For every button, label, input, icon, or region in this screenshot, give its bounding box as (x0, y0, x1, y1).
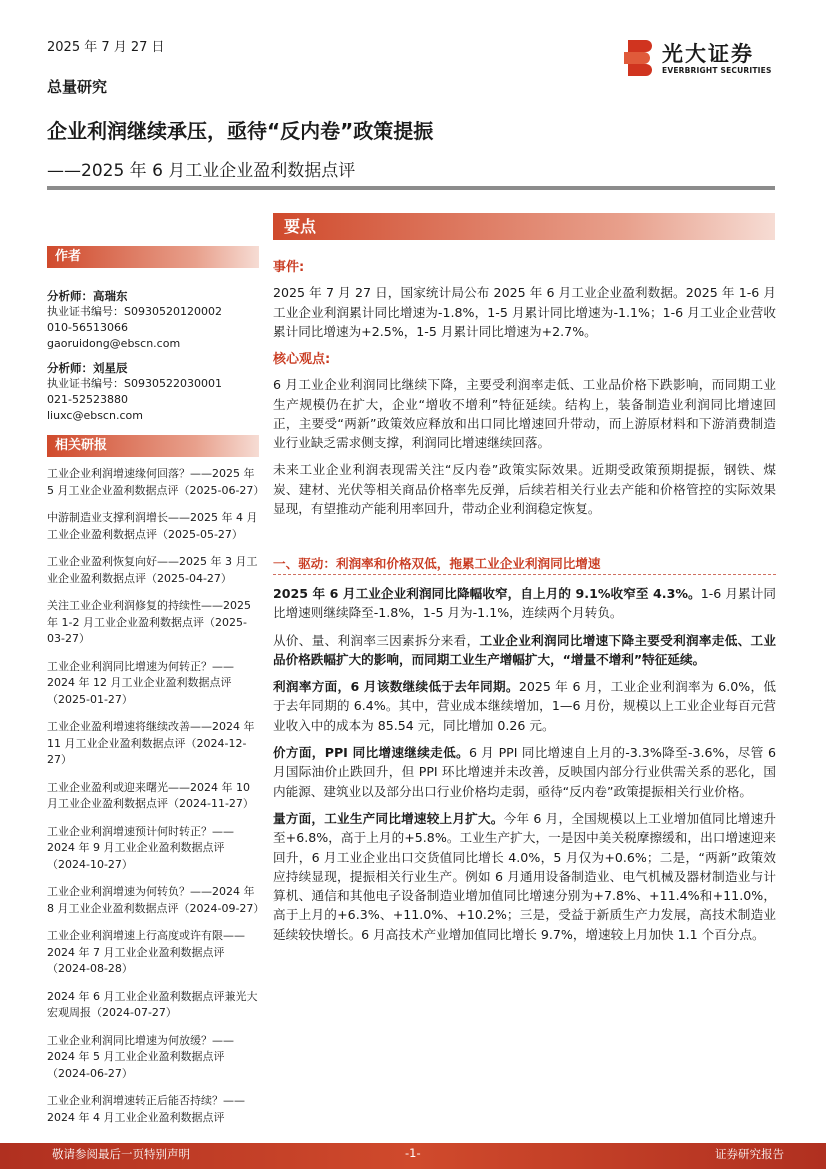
body-paragraph (273, 743, 776, 801)
paragraph-text: 6 月 PPI 同比增速自上月的-3.3%降至-3.6%，尽管 6 月国际油价止跌回升，但 PPI 环比增速并未改善，反映国内部分行业供需关系的恶化，国内能源、建筑业以及部分出口行业价格均走弱，亟待“反内卷”政策提振相关行业价格。 (273, 745, 776, 799)
analyst-cert: 执业证书编号：S0930522030001 (47, 377, 222, 390)
analyst-block (47, 288, 259, 352)
paragraph-emphasis: 工业企业利润同比增速下降主要受利润率走低、工业品价格跌幅扩大的影响，而同期工业生产增幅扩大，“增量不增利”特征延续。 (273, 632, 777, 667)
analyst-email[interactable]: liuxc@ebscn.com (47, 409, 143, 422)
paragraph-lead: 利润率方面，6 月该数继续低于去年同期。 (273, 679, 519, 695)
analyst-name: 分析师：高瑞东 (47, 289, 128, 303)
core-paragraph: 6 月工业企业利润同比继续下降，主要受利润率走低、工业品价格下跌影响，而同期工业生产规模仍在扩大，企业“增收不增利”特征延续。结构上，装备制造业利润同比增速回正，主要受“两新”政策效应释放和出口同比增速回升带动，而上游原材料和下游消费制造业行业缺乏需求侧支撑，利润同比增速继续回落。 (273, 377, 776, 451)
key-points-heading: 要点 (273, 213, 775, 240)
footer-disclaimer: 敬请参阅最后一页特别声明 (52, 1147, 190, 1161)
analyst-block (47, 360, 259, 424)
section-body (273, 584, 776, 944)
event-label: 事件: (273, 260, 305, 275)
report-subtitle: ——2025 年 6 月工业企业盈利数据点评 (47, 161, 356, 181)
section-heading: 一、驱动：利润率和价格双低，拖累工业企业利润同比增速 (273, 556, 601, 571)
research-link[interactable]: 工业企业利润增速上行高度或许有限——2024 年 7 月工业企业盈利数据点评（2024-08-28） (47, 929, 245, 975)
research-link[interactable]: 2024 年 6 月工业企业盈利数据点评兼光大宏观周报（2024-07-27） (47, 989, 258, 1019)
authors-heading: 作者 (47, 246, 259, 268)
report-date: 2025 年 7 月 27 日 (47, 40, 165, 55)
company-logo (620, 38, 780, 80)
analyst-phone: 021-52523880 (47, 393, 128, 406)
everbright-logo-icon (620, 38, 654, 76)
core-view-label: 核心观点: (273, 352, 331, 367)
report-title: 企业利润继续承压，亟待“反内卷”政策提振 (47, 119, 434, 143)
paragraph-lead: 价方面，PPI 同比增速继续走低。 (273, 745, 469, 761)
research-link[interactable]: 工业企业利润增速预计何时转正？——2024 年 9 月工业企业盈利数据点评（2024-10-27） (47, 824, 234, 871)
footer-report-type: 证券研究报告 (715, 1147, 784, 1161)
paragraph-text: 1-6 月累计同比增速则继续降至-1.8%，1-5 月为-1.1%，连续两个月转负。 (273, 586, 776, 621)
section-divider (273, 574, 776, 575)
research-link[interactable]: 工业企业利润增速为何转负？——2024 年 8 月工业企业盈利数据点评（2024-09-27） (47, 885, 265, 915)
core-view-section (273, 350, 776, 518)
event-section (273, 258, 776, 341)
research-link[interactable]: 工业企业盈利恢复向好——2025 年 3 月工业企业盈利数据点评（2025-04-27） (47, 555, 258, 585)
paragraph-lead: 2025 年 6 月工业企业利润同比降幅收窄，自上月的 9.1%收窄至 4.3%。 (273, 586, 701, 601)
research-link[interactable]: 工业企业利润同比增速为何转正？——2024 年 12 月工业企业盈利数据点评（2025-01-27） (47, 659, 234, 706)
logo-text: 光大证券 (662, 42, 754, 66)
research-link[interactable]: 工业企业利润同比增速为何放缓？——2024 年 5 月工业企业盈利数据点评（2024-06-27） (47, 1033, 234, 1080)
body-paragraph (273, 584, 776, 623)
research-link[interactable]: 关注工业企业利润修复的持续性——2025 年 1-2 月工业企业盈利数据点评（2025-03-27） (47, 599, 251, 645)
analyst-phone: 010-56513066 (47, 321, 128, 334)
body-paragraph (273, 631, 776, 670)
report-category: 总量研究 (47, 78, 108, 96)
research-link[interactable]: 工业企业盈利增速将继续改善——2024 年 11 月工业企业盈利数据点评（2024-12-27） (47, 720, 255, 766)
core-paragraph: 未来工业企业利润表现需关注“反内卷”政策实际效果。近期受政策预期提振，钢铁、煤炭、建材、光伏等相关商品价格率先反弹，后续若相关行业去产能和价格管控的实际效果显现，有望推动产能利用率回升，带动企业利润稳定恢复。 (273, 462, 776, 517)
research-link[interactable]: 工业企业利润增速缘何回落？——2025 年 5 月工业企业盈利数据点评（2025-06-27） (47, 467, 265, 497)
analyst-name: 分析师：刘星辰 (47, 361, 128, 375)
paragraph-text: 2025 年 6 月，工业企业利润率为 6.0%，低于去年同期的 6.4%。其中，营业成本继续增加，1—6 月份，规模以上工业企业每百元营业收入中的成本为 85.54 元，同比增加 0.26 元。 (273, 679, 776, 733)
event-text: 2025 年 7 月 27 日，国家统计局公布 2025 年 6 月工业企业盈利数据。2025 年 1-6 月工业企业利润累计同比增速为-1.8%，1-5 月累计同比增速为-1.1%；1-6 月工业企业营收累计同比增速为+2.5%，1-5 月累计同比增速为+2.7%。 (273, 285, 776, 339)
paragraph-text: 今年 6 月，全国规模以上工业增加值同比增速升至+6.8%，高于上月的+5.8%。工业生产扩大，一是因中美关税摩擦缓和，出口增速迎来回升，6 月工业企业出口交货值同比增长 4.0%，5 月仅为+0.6%；二是，“两新”政策效应持续显现，提振相关行业生产。例如 6 月通用设备制造业、电气机械及器材制造业与计算机、通信和其他电子设备制造业增加值同比增速分别为+7.8%、+11.4%和+11.0%，高于上月的+6.3%、+11.0%、+10.2%；三是，受益于新质生产力发展，高技术制造业延续较快增长。6 月高技术产业增加值同比增长 9.7%，增速较上月加快 1.1 个百分点。 (273, 810, 776, 942)
research-link[interactable]: 工业企业盈利或迎来曙光——2024 年 10 月工业企业盈利数据点评（2024-11-27） (47, 780, 254, 810)
page-number: -1- (405, 1146, 421, 1160)
analyst-cert: 执业证书编号：S0930520120002 (47, 305, 222, 318)
body-paragraph (273, 677, 776, 735)
paragraph-text: 从价、量、利润率三因素拆分来看， (273, 632, 480, 648)
related-research-list (47, 466, 265, 1137)
body-paragraph (273, 809, 776, 944)
logo-subtext: EVERBRIGHT SECURITIES (662, 66, 772, 75)
analyst-email[interactable]: gaoruidong@ebscn.com (47, 337, 181, 350)
related-research-heading: 相关研报 (47, 435, 259, 457)
research-link[interactable]: 中游制造业支撑利润增长——2025 年 4 月工业企业盈利数据点评（2025-05-27） (47, 511, 258, 541)
paragraph-lead: 量方面，工业生产同比增速较上月扩大。 (273, 810, 504, 826)
title-divider (47, 186, 775, 190)
research-link[interactable]: 工业企业利润增速转正后能否持续？——2024 年 4 月工业企业盈利数据点评 (47, 1094, 245, 1124)
